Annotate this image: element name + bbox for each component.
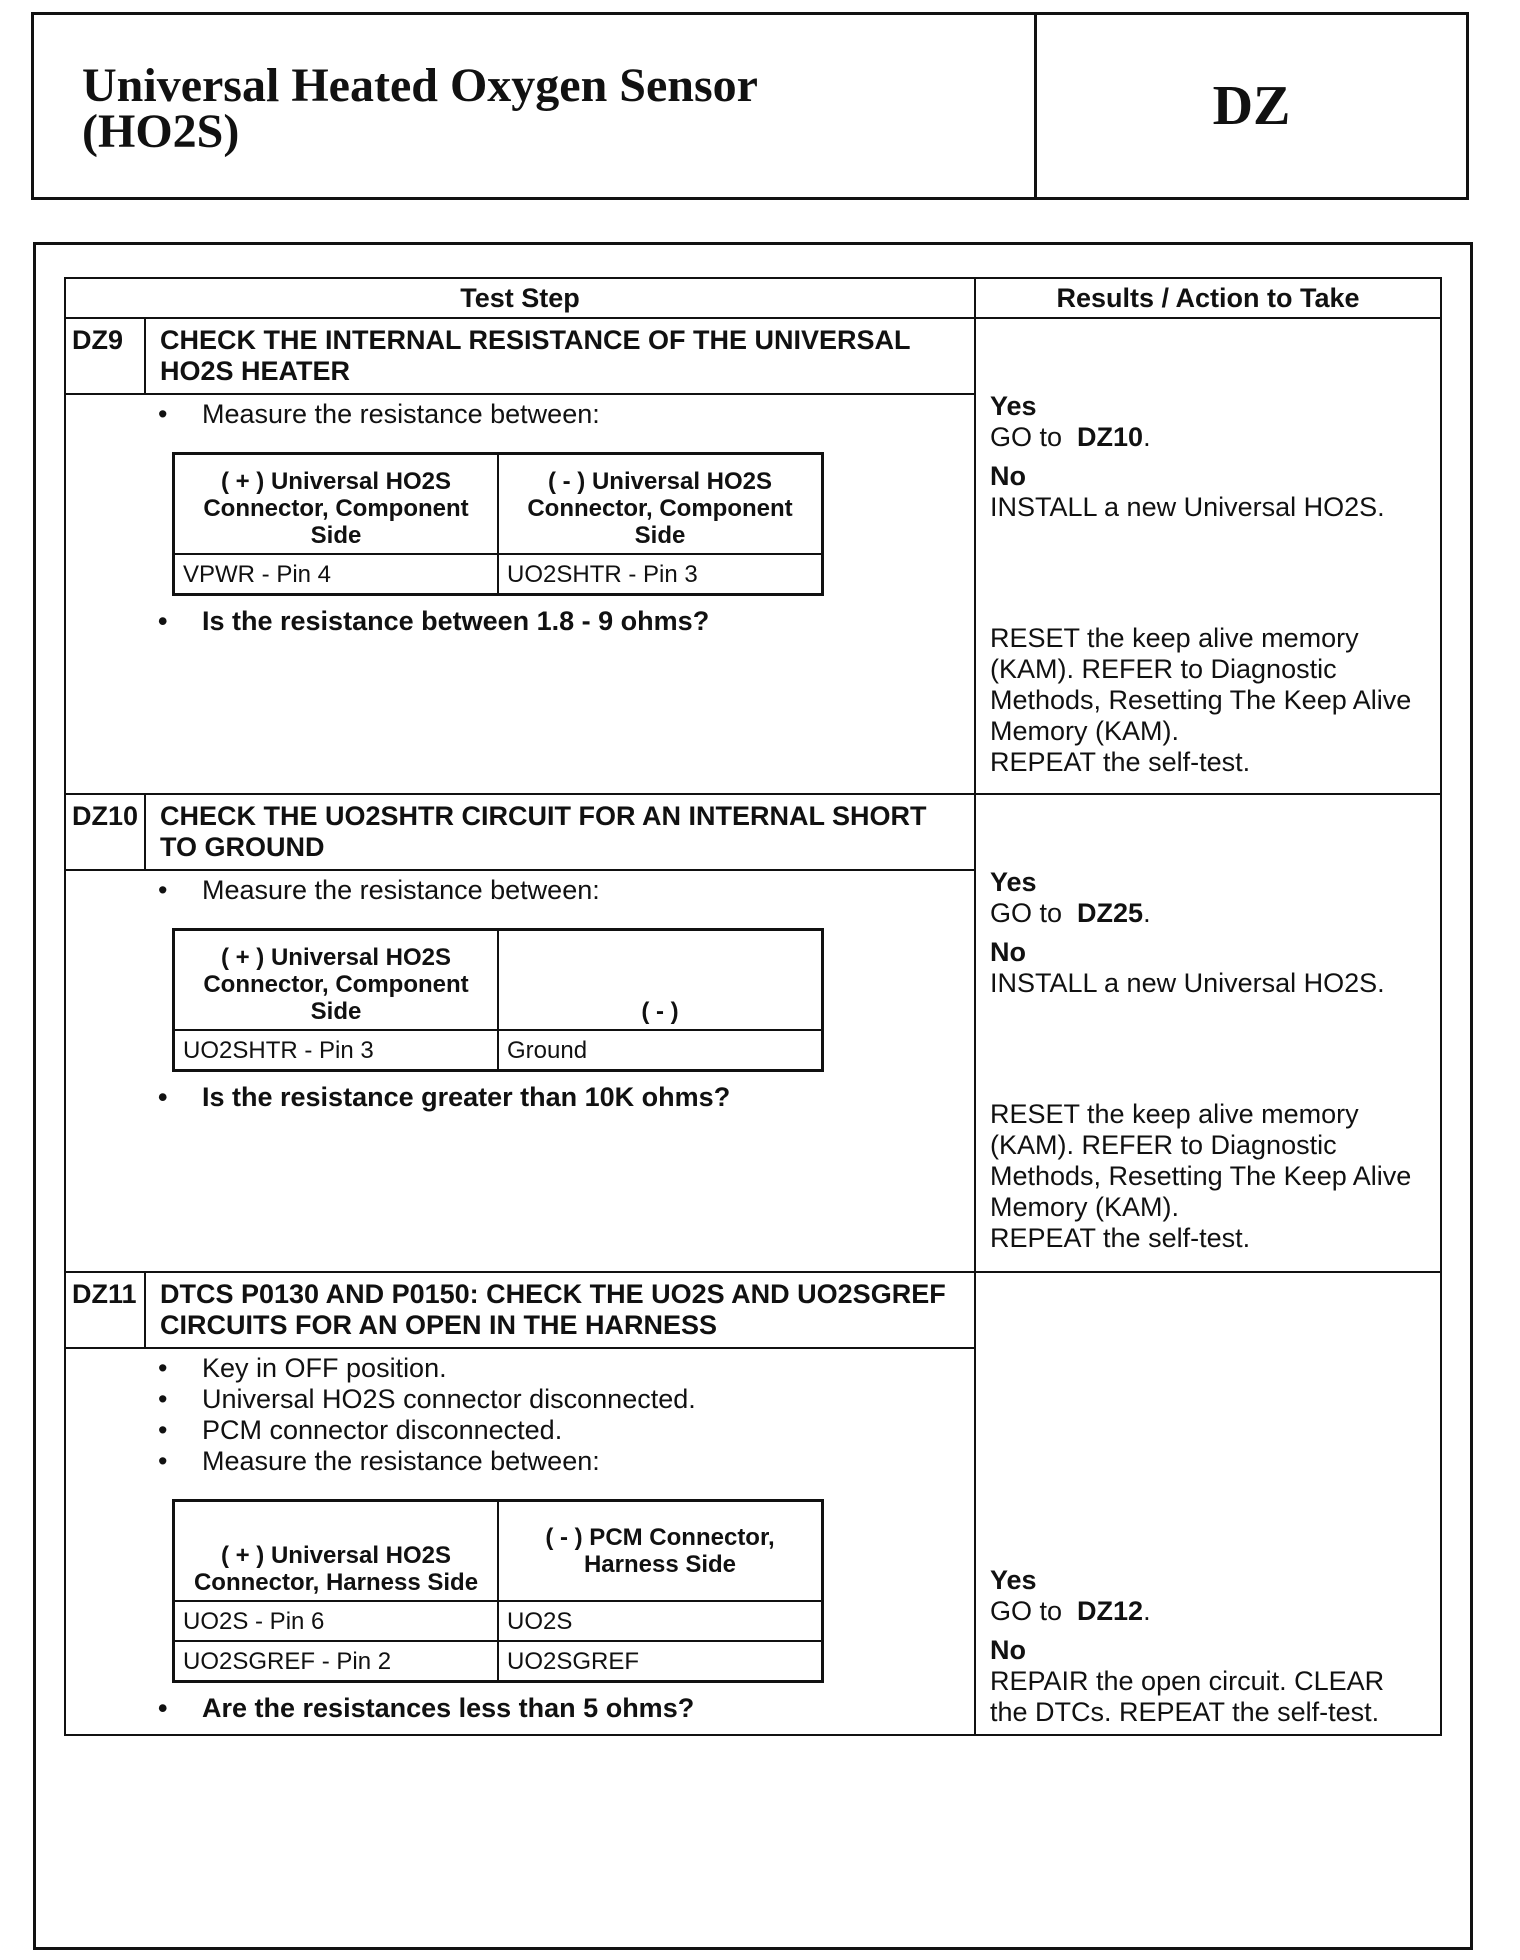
column-header-results: Results / Action to Take <box>975 278 1441 318</box>
yes-action: GO to DZ25. <box>990 898 1151 928</box>
list-item: • Key in OFF position. <box>158 1353 974 1384</box>
step-title: CHECK THE UO2SHTR CIRCUIT FOR AN INTERNAL SHORT TO GROUND <box>160 801 927 862</box>
yes-action: GO to DZ10. <box>990 422 1151 452</box>
step-body <box>66 395 974 647</box>
resistance-table <box>172 1499 824 1683</box>
result-cell <box>975 318 1441 794</box>
no-label: No <box>990 937 1026 967</box>
step-body <box>66 871 974 1123</box>
step-body <box>66 1349 974 1734</box>
yes-action-text: GO to <box>990 422 1063 452</box>
yes-action-text: GO to <box>990 1596 1063 1626</box>
table-row <box>174 454 823 555</box>
header-minus: ( - ) Universal HO2S Connector, Component Side <box>498 454 823 555</box>
step-number: DZ10 <box>66 795 146 869</box>
header-plus: ( + ) Universal HO2S Connector, Component Side <box>174 930 499 1031</box>
result-content <box>976 795 1440 1260</box>
yes-label: Yes <box>990 867 1037 897</box>
no-label: No <box>990 1635 1026 1665</box>
reset-instruction: RESET the keep alive memory (KAM). REFER to Diagnostic Methods, Resetting The Keep Alive Memory (KAM). <box>990 623 1412 746</box>
resistance-table <box>172 928 824 1072</box>
yes-label: Yes <box>990 1565 1037 1595</box>
table-row <box>174 1601 823 1641</box>
yes-action: GO to DZ12. <box>990 1596 1151 1626</box>
table-cell: UO2SGREF - Pin 2 <box>174 1641 499 1682</box>
table-cell: UO2SHTR - Pin 3 <box>174 1030 499 1071</box>
list-item: • Measure the resistance between: <box>158 1446 974 1477</box>
step-cell <box>65 794 975 1272</box>
step-row-dz10 <box>65 794 1441 1272</box>
header-minus: ( - ) PCM Connector, Harness Side <box>498 1501 823 1602</box>
header-plus: ( + ) Universal HO2S Connector, Component Side <box>174 454 499 555</box>
step-header <box>66 319 974 395</box>
table-cell: UO2S <box>498 1601 823 1641</box>
result-content <box>976 1565 1440 1734</box>
goto-link-dz12[interactable]: DZ12 <box>1077 1596 1144 1626</box>
test-step-table <box>64 277 1442 1736</box>
repeat-instruction: REPEAT the self-test. <box>990 1223 1251 1253</box>
result-cell <box>975 1272 1441 1735</box>
no-label: No <box>990 461 1026 491</box>
list-item: • Universal HO2S connector disconnected. <box>158 1384 974 1415</box>
step-cell <box>65 1272 975 1735</box>
step-header <box>66 795 974 871</box>
page-title <box>82 59 982 158</box>
yes-label: Yes <box>990 391 1037 421</box>
step-title: DTCS P0130 AND P0150: CHECK THE UO2S AND UO2SGREF CIRCUITS FOR AN OPEN IN THE HARNESS <box>160 1279 946 1340</box>
step-title: CHECK THE INTERNAL RESISTANCE OF THE UNIVERSAL HO2S HEATER <box>160 325 911 386</box>
table-row <box>174 1030 823 1071</box>
title-line-2: (HO2S) <box>82 105 240 158</box>
step-question: • Are the resistances less than 5 ohms? <box>158 1693 974 1724</box>
table-row <box>174 1501 823 1602</box>
header-minus: ( - ) <box>498 930 823 1031</box>
no-action: INSTALL a new Universal HO2S. <box>990 968 1385 998</box>
table-header-row <box>65 278 1441 318</box>
step-row-dz11 <box>65 1272 1441 1735</box>
table-row <box>174 1641 823 1682</box>
no-action: INSTALL a new Universal HO2S. <box>990 492 1385 522</box>
page-header <box>31 12 1469 200</box>
table-cell: UO2S - Pin 6 <box>174 1601 499 1641</box>
yes-action-text: GO to <box>990 898 1063 928</box>
step-number: DZ9 <box>66 319 146 393</box>
table-cell: UO2SGREF <box>498 1641 823 1682</box>
goto-link-dz10[interactable]: DZ10 <box>1077 422 1144 452</box>
list-item: • PCM connector disconnected. <box>158 1415 974 1446</box>
section-code: DZ <box>1212 75 1291 137</box>
step-cell <box>65 318 975 794</box>
list-item: • Measure the resistance between: <box>158 875 974 906</box>
list-item: • Measure the resistance between: <box>158 399 974 430</box>
column-header-test-step: Test Step <box>65 278 975 318</box>
resistance-table <box>172 452 824 596</box>
title-line-1: Universal Heated Oxygen Sensor <box>82 59 758 112</box>
result-cell <box>975 794 1441 1272</box>
table-row <box>174 930 823 1031</box>
step-number: DZ11 <box>66 1273 146 1347</box>
header-plus: ( + ) Universal HO2S Connector, Harness Side <box>174 1501 499 1602</box>
goto-link-dz25[interactable]: DZ25 <box>1077 898 1144 928</box>
table-cell: UO2SHTR - Pin 3 <box>498 554 823 595</box>
reset-instruction: RESET the keep alive memory (KAM). REFER to Diagnostic Methods, Resetting The Keep Alive Memory (KAM). <box>990 1099 1412 1222</box>
result-content <box>976 319 1440 784</box>
step-header <box>66 1273 974 1349</box>
table-cell: VPWR - Pin 4 <box>174 554 499 595</box>
step-question: • Is the resistance between 1.8 - 9 ohms? <box>158 606 974 637</box>
table-cell: Ground <box>498 1030 823 1071</box>
step-row-dz9 <box>65 318 1441 794</box>
step-question: • Is the resistance greater than 10K ohms? <box>158 1082 974 1113</box>
repeat-instruction: REPEAT the self-test. <box>990 747 1251 777</box>
table-row <box>174 554 823 595</box>
no-action: REPAIR the open circuit. CLEAR the DTCs. REPEAT the self-test. <box>990 1666 1385 1727</box>
